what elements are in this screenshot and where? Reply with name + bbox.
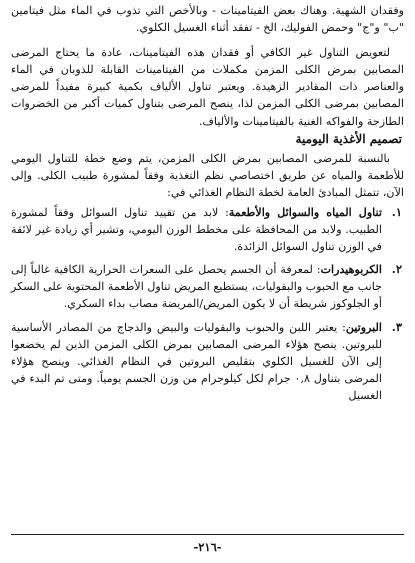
list-item-title: البروتين [345,320,382,334]
list-item-body [11,319,382,404]
diet-principles-list [11,204,404,404]
list-item-text: : لابد من تقييد تناول السوائل وفقاً لمشورة الطبيب. ولابد من المحافظة على مخطط الوزن اليومي، وتشير أي زيادة غير لائقة في الوزن تناول السوائل الزائدة. [11,205,382,254]
section-intro: بالنسبة للمرضى المصابين بمرض الكلى المزمن، يتم وضع خطة للتناول اليومي للأطعمة والمياه عن طريق اختصاصي نظم التغذية وفقاً لمشورة طبيب الكلى. وإلى الآن، تتمثل المبادئ العامة لخطة النظام الغذائي في: [11,151,404,199]
list-item-number: ١. [391,204,402,219]
list-item-text: : لمعرفة أن الجسم يحصل على السعرات الحرارية الكافية غالباً إلى جانب مع الحبوب والبقوليات، يستطيع المريض تناول الأطعمة المحتوية على السكر أو الجلوكوز شريطة أن لا يكون المريض/المريضة مصاب بداء السكري. [11,263,382,311]
list-item-number: ٢. [391,262,402,277]
list-item [11,261,404,312]
section-heading: تصميم الأغذية اليومية [295,131,402,146]
paragraph-vitamin-loss: وفقدان الشهية. وهناك بعض الفيتامينات - وبالأخص التي تذوب في الماء مثل فيتامين "ب" و"ج" وحمض الفوليك، الخ - تفقد أثناء الغسيل الكلوي. [11,4,404,35]
list-item-body [11,204,382,255]
paragraph-supplements: لتعويض التناول غير الكافي أو فقدان هذه الفيتامينات، عادة ما يحتاج المرضى المصابين بمرض الكلى المزمن مكملات من الفيتامينات القابلة للذوبان في الماء والعناصر ذات المقادير الزهيدة. ويعتبر تناول الألياف بكمية كبيرة مفيداً للمرضى المصابين بمرضى الكلى المزمن لذا، ينصح المرضى بتناول كميات أكبر من الخضروات الطازجة والفواكه الغنية بالفيتامينات والألياف. [11,46,404,128]
list-item-body [11,261,382,312]
list-item-title: تناول المياه والسوائل والأطعمة [228,205,382,219]
list-item-number: ٣. [391,319,402,334]
list-item-title: الكربوهيدرات [320,263,382,277]
footer-divider [11,534,404,535]
page-number: -٢١٦- [193,540,222,554]
list-item [11,319,404,404]
list-item-text: : يعتبر اللبن والحبوب والبقوليات والبيض والدجاج من المصادر الأساسية للبروتين. ينصح هؤلاء المرضى المصابين بمرض الكلى المزمن الذين لم يخضعوا إلى الآن للغسيل الكلوي بتقليص البروتين في النظام الغذائي. وينصح هؤلاء المرضى بتناول ٠,٨ جرام لكل كيلوجرام من وزن الجسم يومياً. ومتى تم البدء في الغسيل [11,320,382,402]
list-item [11,204,404,255]
